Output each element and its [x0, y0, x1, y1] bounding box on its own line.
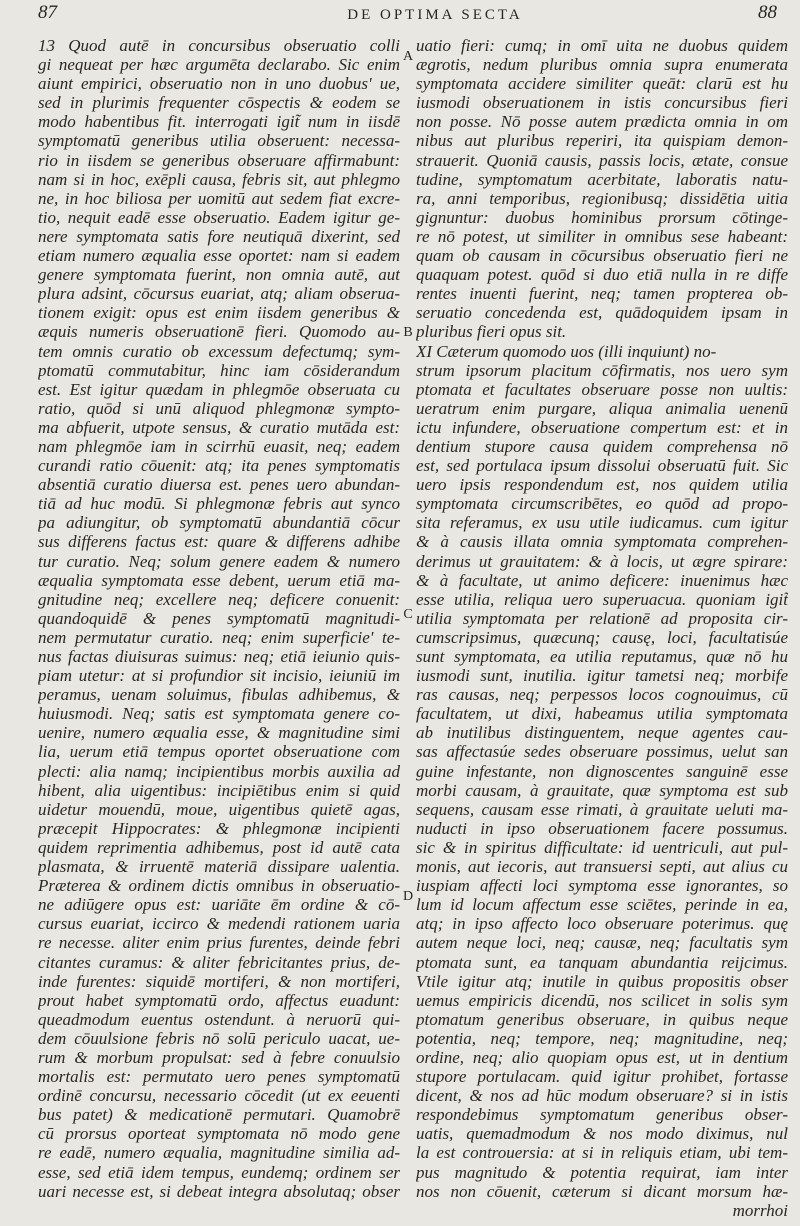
line-text: nem permutatur curatio. neq; enim superficie' te- [38, 627, 400, 647]
right-column-line [416, 475, 788, 494]
left-column-line [38, 265, 400, 284]
right-column-line [416, 628, 788, 647]
line-text: tem omnis curatio ob excessum defectumq; sym- [38, 341, 400, 361]
line-text: re nō potest, ut similiter in omnibus sese habeant: [416, 226, 788, 246]
line-text: uero ipsis respondendum est, nos quidem utilia [416, 475, 788, 495]
line-text: uatio fieri: cumq; in omī uita ne duobus quidem [416, 36, 788, 55]
left-column-line [38, 991, 400, 1010]
line-text: esse, sed etiā idem tempus, eundemq; ordinem ser [38, 1162, 400, 1182]
line-text: respondebimus symptomatum generibus obser- [416, 1105, 788, 1125]
right-column-line [416, 322, 788, 341]
line-text: & à facultate, ut animo deficere: inuenimus hæc [416, 570, 788, 590]
line-text: cū prorsus oporteat symptomata nō modo gene [38, 1124, 400, 1144]
right-column-line [416, 437, 788, 456]
left-page-number: 87 [38, 2, 57, 23]
right-column-line [416, 1048, 788, 1067]
line-text: piam utetur: at si profundior sit incisio, ieiuniū im [38, 666, 400, 686]
line-text: facultatem, ut dixi, habeamus utilia symptomata [416, 704, 788, 724]
right-column-line [416, 456, 788, 475]
right-column-line [416, 914, 788, 933]
left-column-line [38, 189, 400, 208]
right-column-line [416, 246, 788, 265]
left-column-line [38, 74, 400, 93]
left-column-line [38, 857, 400, 876]
right-column-line [416, 552, 788, 571]
line-text: ægrotis, nedum pluribus omnia supra enumerata [416, 55, 788, 75]
right-page-number: 88 [758, 2, 777, 23]
right-column-line [416, 1029, 788, 1048]
left-column-line [38, 628, 400, 647]
line-text: plasmata, & irruentē materiā dissipare ualentia. [38, 857, 400, 877]
line-text: prout habet symptomatū ordo, affectus euadunt: [38, 990, 400, 1010]
left-column-line [38, 552, 400, 571]
left-column-line [38, 112, 400, 131]
line-text: iusmodi sunt, inutilia. igitur tametsi neq; morbife [416, 666, 788, 686]
line-text: non posse. Nō posse autem prædicta omnia in om [416, 112, 788, 132]
left-text-column [38, 36, 400, 1201]
left-column-line [38, 1105, 400, 1124]
left-column-line [38, 418, 400, 437]
left-column-line [38, 131, 400, 150]
right-column-line [416, 1010, 788, 1029]
line-text: inde furentes: siquidē mortiferi, & non mortiferi, [38, 971, 400, 991]
line-text: huiusmodi. Neq; satis est symptomata genere co- [38, 704, 400, 724]
line-text: dicent, & nos ad hūc modum obseruare? si in istis [416, 1086, 788, 1106]
right-column-line [416, 1182, 788, 1201]
right-column-line [416, 399, 788, 418]
left-column-line [38, 1124, 400, 1143]
line-text: ras causas, neq; perpessos locos cognouimus, cū [416, 685, 788, 705]
line-text: tiā ad huc modū. Si phlegmonæ febris aut synco [38, 494, 400, 514]
line-text: gnitudine neq; excellere neq; deficere conuenit: [38, 589, 400, 609]
left-column-line [38, 437, 400, 456]
line-text: absentiā curatio diuersa est. penes uero abundan- [38, 475, 400, 495]
line-text: Præterea & ordinem dictis omnibus in obseruatio- [38, 876, 400, 896]
line-text: iuspiam affecti loci symptoma esse ignorantes, so [416, 876, 788, 896]
left-column-line [38, 170, 400, 189]
right-column-line [416, 953, 788, 972]
left-column-line [38, 494, 400, 513]
right-column-line [416, 151, 788, 170]
catchword: morrhoi [732, 1201, 788, 1220]
right-column-line [416, 532, 788, 551]
line-text: ab inutilibus distinguentem, neque agentes cau- [416, 723, 788, 743]
right-column-line [416, 609, 788, 628]
left-column-line [38, 571, 400, 590]
line-text: pluribus fieri opus sit. [416, 322, 567, 342]
line-text: quaquam potest. quōd si duo etiā nulla in re diffe [416, 265, 788, 285]
right-column-line [416, 685, 788, 704]
left-column-line [38, 227, 400, 246]
right-column-line [416, 189, 788, 208]
line-text: uemus empiricis dicendū, nos scilicet in solis sym [416, 990, 788, 1010]
line-text: symptomata circumscribētes, eo quōd ad propo- [416, 494, 788, 514]
line-text: iusmodi obseruationem in istis concursibus fieri [416, 93, 788, 113]
left-column-line [38, 208, 400, 227]
line-text: derimus ut grauitatem: & à locis, ut ægre spirare: [416, 551, 788, 571]
margin-letter-d: D [402, 889, 414, 904]
left-column-line [38, 1067, 400, 1086]
line-text: ptomatum generibus obseruare, in quibus neque [416, 1009, 788, 1029]
line-text: symptomata accidere similiter queāt: clarū est hu [416, 74, 788, 94]
line-text: tudine, symptomatum acerbitate, laboratis natu- [416, 169, 788, 189]
line-text: XI Cæterum quomodo uos (illi inquiunt) no- [416, 341, 717, 361]
left-column-line [38, 742, 400, 761]
line-text: gignuntur: duobus hominibus prorsum cōtinge- [416, 207, 788, 227]
right-column-line [416, 723, 788, 742]
right-column-line [416, 170, 788, 189]
line-text: curandi ratio cōuenit: atq; ita penes symptomatis [38, 456, 400, 476]
line-text: nam si in hoc, exēpli causa, febris sit, aut phlegmo [38, 169, 400, 189]
line-text: ptomatū commutabitur, hinc iam cōsiderandum [38, 360, 400, 380]
line-text: sunt symptomata, ea utilia reputamus, quæ nō hu [416, 647, 788, 666]
left-column-line [38, 475, 400, 494]
left-column-line [38, 781, 400, 800]
line-text: ma abfuerit, utpote sensus, & curatio mutāda est: [38, 417, 400, 437]
left-column-line [38, 609, 400, 628]
line-text: nuducti in ipso obseruationem facere possumus. [416, 818, 788, 838]
left-column-line [38, 972, 400, 991]
right-column-line [416, 342, 788, 361]
left-column-line [38, 151, 400, 170]
left-column-line [38, 819, 400, 838]
line-text: nibus aut pluribus reperiri, ita quispiam demon- [416, 131, 788, 151]
left-column-line [38, 1048, 400, 1067]
right-column-line [416, 972, 788, 991]
line-text: tio, nequit eadē esse obseruatio. Eadem igitur ge- [38, 207, 400, 227]
left-column-line [38, 1163, 400, 1182]
line-text: pus magnitudo & potentia requirat, iam inter [416, 1162, 788, 1182]
line-text: autem neque loci, neq; causæ, neq; facultatis sym [416, 933, 788, 953]
right-column-line [416, 1163, 788, 1182]
line-text: lia, uerum etiā tempus oportet obseruatione com [38, 742, 400, 762]
margin-letter-b: B [403, 325, 413, 340]
line-text: ueratrum enim purgare, aliqua animalia uenenū [416, 398, 788, 418]
line-text: stupore portulacam. quid igitur prohibet, fortasse [416, 1067, 788, 1087]
line-text: potentia, neq; tempore, neq; magnitudine, neq; [416, 1028, 788, 1048]
right-column-line [416, 380, 788, 399]
running-title: DE OPTIMA SECTA [347, 7, 523, 23]
right-column-line [416, 762, 788, 781]
right-column-line [416, 991, 788, 1010]
left-column-line [38, 762, 400, 781]
right-column-line [416, 55, 788, 74]
line-text: æqualia symptomata esse debent, uerum etiā ma- [38, 570, 400, 590]
line-text: la est controuersia: at si in reliquis etiam, ubi tem- [416, 1143, 788, 1163]
line-text: dentium stupore causa quidem comprehensa nō [416, 436, 788, 456]
right-column-line [416, 74, 788, 93]
right-column-line [416, 1124, 788, 1143]
left-column-line [38, 36, 400, 55]
line-text: guine infestante, non dignoscentes sanguinē esse [416, 761, 788, 781]
right-column-line [416, 933, 788, 952]
right-column-line [416, 284, 788, 303]
line-text: uidetur mouendū, moue, uigentibus quietē agas, [38, 799, 400, 819]
right-column-line [416, 1086, 788, 1105]
line-text: cursus euariat, iccirco & medendi rationem uaria [38, 914, 400, 934]
left-column-line [38, 1086, 400, 1105]
right-column-line [416, 1105, 788, 1124]
line-text: ptomata et facultates obseruare posse non uultis: [416, 379, 788, 399]
left-column-line [38, 1010, 400, 1029]
left-column-line [38, 380, 400, 399]
line-text: Vtile igitur atq; inutile in quibus propositis obser [416, 971, 788, 991]
right-column-line [416, 704, 788, 723]
left-column-line [38, 55, 400, 74]
left-column-line [38, 723, 400, 742]
line-text: aiunt empirici, obseruatio non in uno duobus' ue, [38, 74, 400, 94]
line-text: ordine, neq; alio quopiam opus est, ut in dentium [416, 1047, 788, 1067]
left-column-line [38, 800, 400, 819]
left-column-line [38, 933, 400, 952]
right-column-line [416, 876, 788, 895]
line-text: morbi causam, à grauitate, quæ symptoma est sub [416, 780, 788, 800]
right-column-line [416, 361, 788, 380]
line-text: tionem exigit: opus est enim iisdem generibus & [38, 303, 400, 323]
left-column-line [38, 1143, 400, 1162]
left-column-line [38, 914, 400, 933]
left-column-line [38, 361, 400, 380]
line-text: est, sed portulaca ipsum dissolui obseruatū fuit. Sic [416, 456, 788, 476]
line-text: symptomatū generibus utilia obseruent: necessa- [38, 131, 400, 151]
right-column-line [416, 93, 788, 112]
left-column-line [38, 456, 400, 475]
line-text: ne, in hoc biliosa per uomitū aut sedem fiat excre- [38, 188, 400, 208]
right-column-line [416, 265, 788, 284]
line-text: sas affectasúe sedes obseruare possimus, uelut san [416, 742, 788, 762]
line-text: 13 Quod autē in concursibus obseruatio colli [38, 36, 400, 55]
left-column-line [38, 647, 400, 666]
line-text: bus patet) & medicationē permutari. Quamobrē [38, 1105, 400, 1125]
line-text: ratio, quōd si unū aliquod phlegmonæ sympto- [38, 398, 400, 418]
line-text: uatis, quemadmodum & nos modo diximus, nul [416, 1124, 788, 1144]
line-text: ra, anni temporibus, regionibusq; dissidētia uitia [416, 188, 788, 208]
line-text: rio in iisdem se generibus obseruare affirmabunt: [38, 150, 400, 170]
line-text: mortalis est: permutato uero penes symptomatū [38, 1067, 400, 1087]
left-column-line [38, 953, 400, 972]
line-text: monis, aut iecoris, aut transuersi septi, aut alius cu [416, 857, 788, 877]
line-text: est. Est igitur quædam in phlegmōe obseruata cu [38, 379, 400, 399]
line-text: tur curatio. Neq; solum genere eadem & numero [38, 551, 400, 571]
right-column-line [416, 1143, 788, 1162]
left-column-line [38, 895, 400, 914]
line-text: pa adiungitur, ob symptomatū abundantiā cōcur [38, 513, 400, 533]
line-text: lum id locum affectum esse sciētes, perinde in ea, [416, 895, 788, 915]
line-text: nos non cōuenit, cæterum si dicant morsum hæ- [416, 1181, 788, 1201]
line-text: rentes inuenti fuerint, neq; tamen propterea ob- [416, 284, 788, 304]
left-column-line [38, 532, 400, 551]
left-column-line [38, 399, 400, 418]
line-text: gi nequeat per hæc argumēta declarabo. Sic enim [38, 55, 400, 75]
line-text: cumscripsimus, quæcunq; causę, loci, facultatisúe [416, 627, 788, 647]
right-column-line [416, 666, 788, 685]
line-text: peramus, uenam soluimus, fibulas adhibemus, & [38, 685, 400, 705]
line-text: seruatio concedenda est, quādoquidem ipsam in [416, 303, 788, 323]
left-column-line [38, 284, 400, 303]
line-text: sequens, causam esse rimati, à grauitate ueluti ma- [416, 799, 788, 819]
line-text: sus differens factus est: quare & differens adhibe [38, 532, 400, 552]
line-text: strum ipsorum placitum cōfirmatis, nos uero sym [416, 360, 788, 380]
right-column-line [416, 36, 788, 55]
right-column-line [416, 494, 788, 513]
line-text: hibent, alia uigentibus: incipiētibus enim si quid [38, 780, 400, 800]
left-column-line [38, 1029, 400, 1048]
line-text: æquis numeris obseruationē fieri. Quomodo au- [38, 322, 400, 342]
line-text: quandoquidē & penes symptomatū magnitudi- [38, 608, 400, 628]
right-column-line [416, 742, 788, 761]
right-column-line [416, 571, 788, 590]
left-column-line [38, 342, 400, 361]
right-column-line [416, 800, 788, 819]
right-column-line [416, 112, 788, 131]
right-column-line [416, 647, 788, 666]
line-text: etiam numero æqualia esse oportet: nam si eadem [38, 246, 400, 266]
line-text: quidem reprimentia adhibemus, post id autē cata [38, 837, 400, 857]
line-text: re necesse. aliter enim prius furentes, deinde febri [38, 933, 400, 953]
right-column-line [416, 513, 788, 532]
line-text: ptomata sunt, ea tanquam abundantia reijcimus. [416, 952, 788, 972]
right-column-line [416, 418, 788, 437]
line-text: nere symptomata satis fore neutiquā dixerint, sed [38, 226, 400, 246]
margin-letter-a: A [402, 49, 414, 64]
line-text: esse utilia, reliqua uero superuacua. quoniam igit̃ [416, 589, 788, 609]
left-column-line [38, 590, 400, 609]
right-column-line [416, 781, 788, 800]
line-text: uenire, numero æqualia esse, & magnitudine simi [38, 723, 400, 743]
right-column-line [416, 227, 788, 246]
right-column-line [416, 895, 788, 914]
line-text: plura adsint, cōcursus euariat, atq; aliam obserua- [38, 284, 400, 304]
left-column-line [38, 1182, 400, 1201]
right-column-line [416, 838, 788, 857]
line-text: ordinē concursu, necessario cōcedit (ut ex eeuenti [38, 1086, 400, 1106]
line-text: sed in plurimis frequenter cōspectis & eodem se [38, 93, 400, 113]
left-column-line [38, 513, 400, 532]
line-text: atq; in ipso affecto loco obseruare poterimus. quę [416, 914, 788, 934]
line-text: utilia symptomata per relationē ad proposita cir- [416, 608, 788, 628]
left-column-line [38, 246, 400, 265]
line-text: quam ob causam in cōcursibus obseruatio fieri ne [416, 246, 788, 266]
left-column-line [38, 322, 400, 341]
line-text: modo habentibus fit. interrogati igit̃ num in iisdē [38, 112, 400, 132]
right-column-line [416, 819, 788, 838]
left-column-line [38, 876, 400, 895]
right-column-line [416, 857, 788, 876]
right-column-line [416, 131, 788, 150]
line-text: ictu infundere, obseruatione compertum est: et in [416, 417, 788, 437]
line-text: sita referamus, ex usu utile iudicamus. cum igitur [416, 513, 788, 533]
line-text: ne adiūgere opus est: uariāte ēm ordine & cō- [38, 895, 400, 915]
right-column-line [416, 590, 788, 609]
line-text: præcepit Hippocrates: & phlegmonæ incipienti [38, 818, 400, 838]
line-text: nam phlegmōe iam in scirrhū euasit, neq; eadem [38, 436, 400, 456]
right-column-line [416, 303, 788, 322]
line-text: rum & morbum propulsat: sed à febre conuulsio [38, 1047, 400, 1067]
left-column-line [38, 838, 400, 857]
left-column-line [38, 704, 400, 723]
line-text: plecti: alia namq; incipientibus morbis auxilia ad [38, 761, 400, 781]
left-column-line [38, 685, 400, 704]
line-text: dem cōuulsione febris nō solū periculo uacat, ue- [38, 1028, 400, 1048]
right-text-column [416, 36, 788, 1201]
line-text: sic & in spiritus difficultate: id uentriculi, aut pul- [416, 837, 788, 857]
left-column-line [38, 93, 400, 112]
margin-letter-c: C [403, 607, 413, 622]
line-text: re eadē, numero æqualia, magnitudine similia ad- [38, 1143, 400, 1163]
line-text: genere symptomata fuerint, non omnia autē, aut [38, 265, 400, 285]
right-column-line [416, 1067, 788, 1086]
right-column-line [416, 208, 788, 227]
line-text: strauerit. Quoniā causis, passis locis, ætate, consue [416, 150, 788, 170]
left-column-line [38, 666, 400, 685]
line-text: & à causis illata omnia symptomata comprehen- [416, 532, 788, 552]
line-text: uari necesse est, si debeat integra absolutaq; obser [38, 1181, 400, 1201]
line-text: nus factas diuisuras suimus: neq; etiā ieiunio quis- [38, 647, 400, 666]
line-text: queadmodum euentus ostendunt. à neruorū qui- [38, 1009, 400, 1029]
line-text: citantes curamus: & aliter febricitantes prius, de- [38, 952, 400, 972]
left-column-line [38, 303, 400, 322]
